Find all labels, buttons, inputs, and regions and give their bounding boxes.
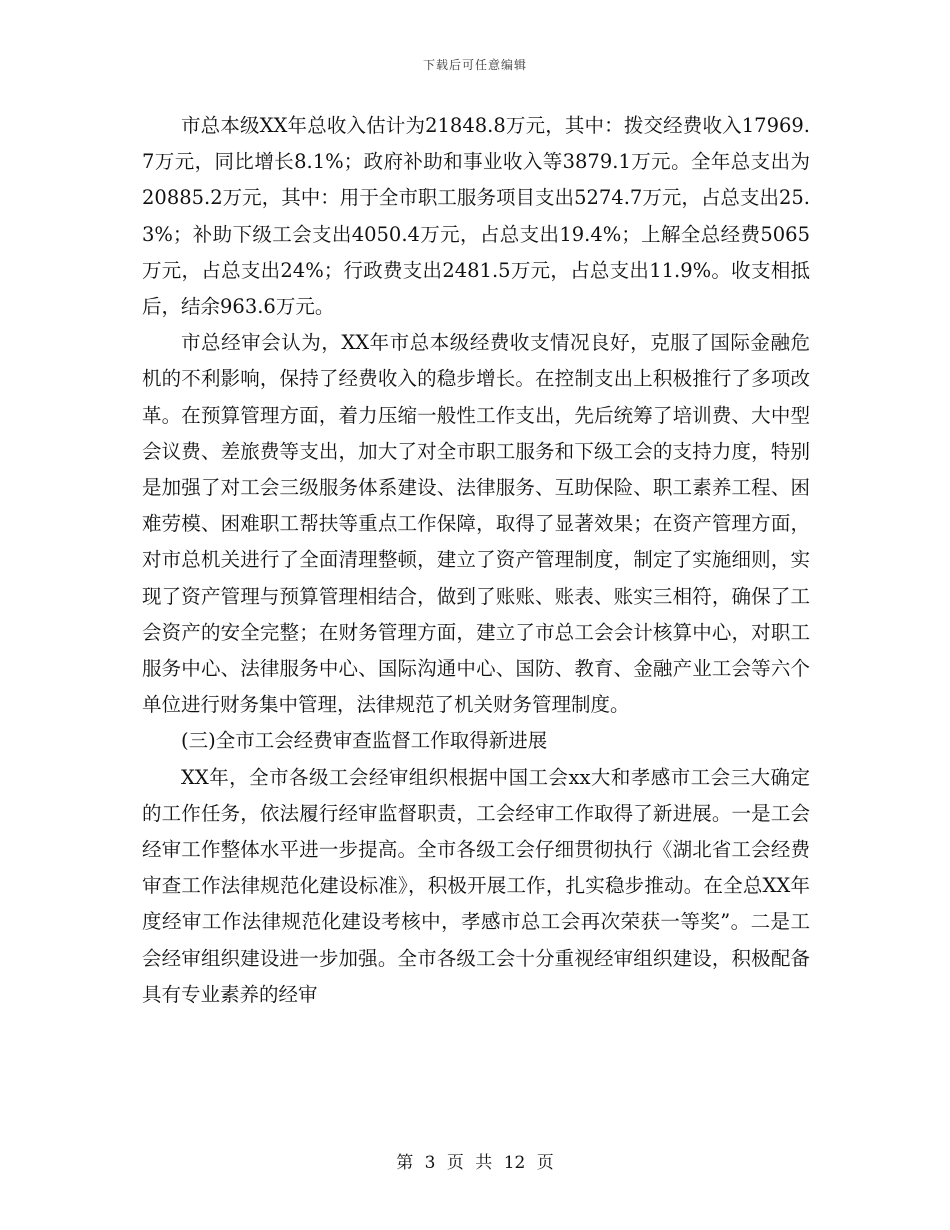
paragraph-budget-summary: 市总本级XX年总收入估计为21848.8万元，其中：拨交经费收入17969.7万元，同比增长8.1%；政府补助和事业收入等3879.1万元。全年总支出为20885.2万元，其中：用于全市职工服务项目支出5274.7万元，占总支出25.3%；补助下级工会支出4050.4万元，占总支出19.4%；上解全总经费5065万元，占总支出24%；行政费支出2481.5万元，占总支出11.9%。收支相抵后，结余963.6万元。 bbox=[142, 114, 810, 319]
page-number-footer: 第 3 页 共 12 页 bbox=[396, 1153, 554, 1173]
page-header-note: 下载后可任意编辑 bbox=[422, 58, 527, 72]
document-body bbox=[142, 108, 810, 1013]
section-heading: (三)全市工会经费审查监督工作取得新进展 bbox=[181, 729, 548, 753]
paragraph-audit-assessment: 市总经审会认为，XX年市总本级经费收支情况良好，克服了国际金融危机的不利影响，保持了经费收入的稳步增长。在控制支出上积极推行了多项改革。在预算管理方面，着力压缩一般性工作支出，先后统筹了培训费、大中型会议费、差旅费等支出，加大了对全市职工服务和下级工会的支持力度，特别是加强了对工会三级服务体系建设、法律服务、互助保险、职工素养工程、困难劳模、困难职工帮扶等重点工作保障，取得了显著效果；在资产管理方面，对市总机关进行了全面清理整顿，建立了资产管理制度，制定了实施细则，实现了资产管理与预算管理相结合，做到了账账、账表、账实三相符，确保了工会资产的安全完整；在财务管理方面，建立了市总工会会计核算中心，对职工服务中心、法律服务中心、国际沟通中心、国防、教育、金融产业工会等六个单位进行财务集中管理，法律规范了机关财务管理制度。 bbox=[142, 331, 810, 717]
paragraph-audit-progress: XX年，全市各级工会经审组织根据中国工会xx大和孝感市工会三大确定的工作任务，依法履行经审监督职责，工会经审工作取得了新进展。一是工会经审工作整体水平进一步提高。全市各级工会仔细贯彻执行《湖北省工会经费审查工作法律规范化建设标准》，积极开展工作，扎实稳步推动。在全总XX年度经审工作法律规范化建设考核中，孝感市总工会再次荣获一等奖”。二是工会经审组织建设进一步加强。全市各级工会十分重视经审组织建设，积极配备具有专业素养的经审 bbox=[142, 765, 810, 1006]
